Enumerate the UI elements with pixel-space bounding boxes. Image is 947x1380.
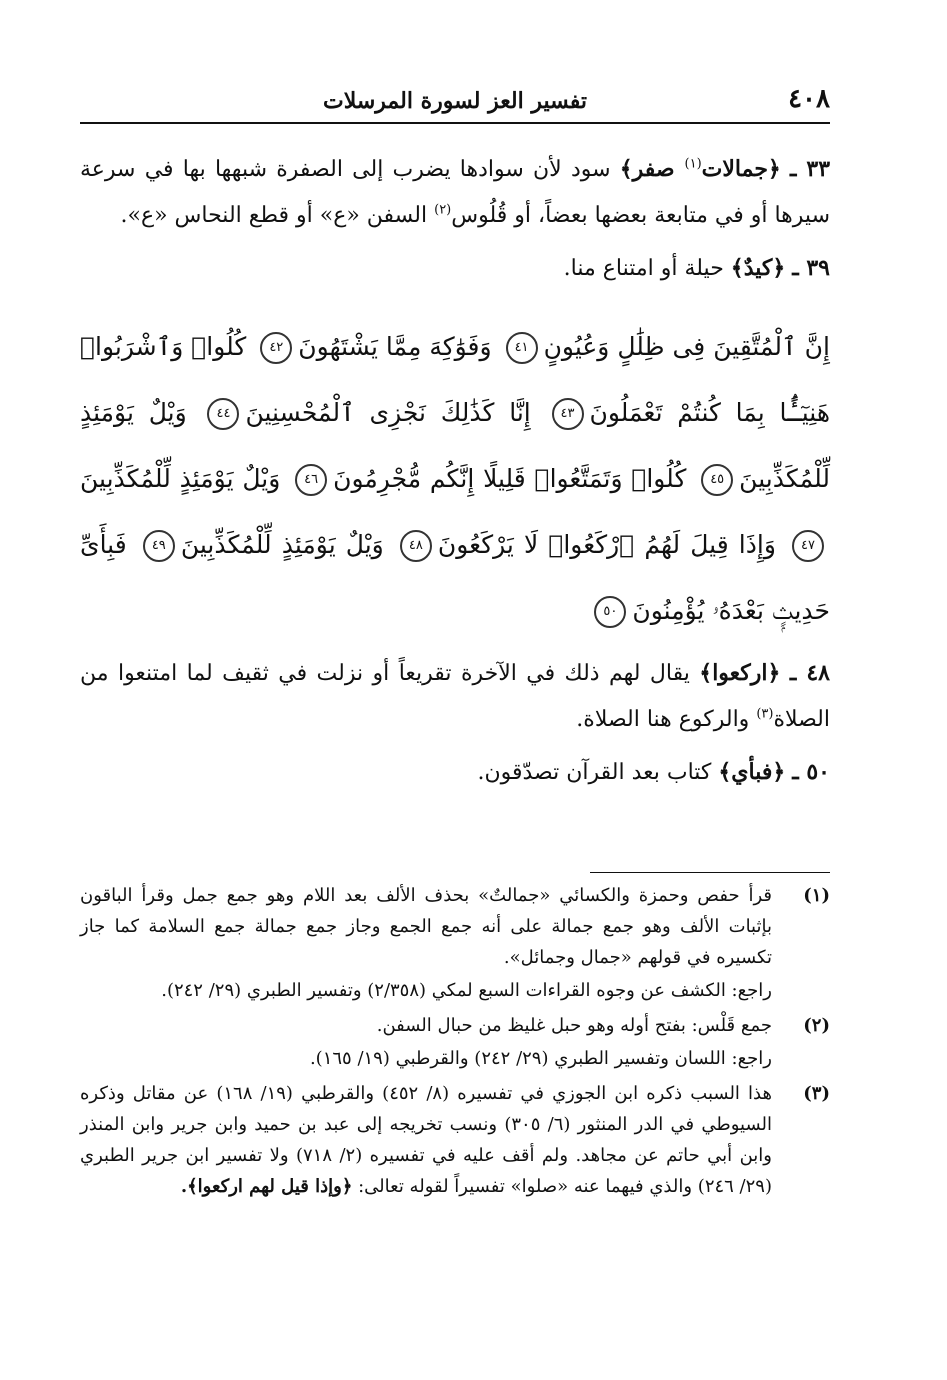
verse-text: كُلُوا۟ وَٱشْرَبُوا۟ هَنِيٓـًٔۢا بِمَا كُنتُمْ تَعْمَلُونَ <box>80 332 831 427</box>
footnote <box>80 1010 830 1074</box>
verse-number-marker: ٤٥ <box>701 464 733 496</box>
footnote-text: قرأ حفص وحمزة والكسائي «جمالتٌ» بحذف الألف بعد اللام وهو جمع جمل وقرأ الباقون بإثبات الألف وهو جمع جمالة على أنه جمع الجمع وجاز جمع جمالة جمع السلامة كما جاز تكسيره في قولهم «جمال وجمائل». <box>80 885 773 968</box>
entry-keyword: جمالات <box>701 156 768 182</box>
footnote-separator <box>590 872 830 873</box>
verse-number-marker: ٤٧ <box>792 530 824 562</box>
footnote-ref: (٣) <box>756 706 774 722</box>
verse-text: إِنَّا كَذَٰلِكَ نَجْزِى ٱلْمُحْسِنِينَ <box>245 398 531 427</box>
page <box>80 60 831 1197</box>
footnote <box>80 1078 830 1202</box>
footnote-number: (١) <box>803 885 830 906</box>
verse-number-marker: ٥٠ <box>594 596 626 628</box>
entry-text: كتاب بعد القرآن تصدّقون. <box>477 760 719 785</box>
entry-number: ٣٣ ـ <box>790 156 831 182</box>
entry-text: يقال لهم ذلك في الآخرة تقريعاً أو نزلت في ثقيف لما امتنعوا من الصلاة <box>80 661 830 732</box>
footnote <box>80 880 830 1006</box>
entry-keyword: اركعوا <box>712 660 768 686</box>
running-title: تفسير العز لسورة المرسلات <box>323 88 587 114</box>
entry-keyword: فبأي <box>731 759 773 785</box>
entry-keyword: كيدٌ <box>743 255 773 281</box>
verse-number-marker: ٤١ <box>506 332 538 364</box>
entry-text: والركوع هنا الصلاة. <box>576 707 757 732</box>
commentary-entry: ٣٩ ـ ﴿كيدٌ﴾ حيلة أو امتناع منا. <box>563 255 830 281</box>
entry-text: السفن «ع» أو قطع النحاس «ع». <box>120 203 435 228</box>
footnote-number: (٢) <box>803 1015 830 1036</box>
entry-text: سود لأن سوادها يضرب إلى الصفرة شبهها بها في سرعة سيرها أو في متابعة بعضها بعضاً، أو قُلُوس <box>80 157 830 228</box>
verse-number-marker: ٤٩ <box>143 530 175 562</box>
entry-number: ٤٨ ـ <box>789 660 830 686</box>
commentary-entry: ٥٠ ـ ﴿فبأي﴾ كتاب بعد القرآن تصدّقون. <box>477 759 830 785</box>
footnotes <box>80 880 830 1206</box>
entry-keyword: صفر <box>632 156 685 182</box>
verse-number-marker: ٤٦ <box>295 464 327 496</box>
footnote-body <box>80 1078 772 1202</box>
footnote-ref: (١) <box>684 156 702 172</box>
entry-number: ٥٠ ـ <box>792 759 830 785</box>
verse-text: وَإِذَا قِيلَ لَهُمُ ٱرْكَعُوا۟ لَا يَرْكَعُونَ <box>437 530 776 559</box>
page-number: ٤٠٨ <box>788 84 830 114</box>
verse-number-marker: ٤٣ <box>552 398 584 430</box>
quran-quote: ﴿وإذا قيل لهم اركعوا﴾. <box>180 1176 353 1197</box>
footnote-text: جمع قَلْس: بفتح أوله وهو حبل غليظ من حبال السفن. <box>376 1015 772 1036</box>
verse-text: وَيْلٌ يَوْمَئِذٍ لِّلْمُكَذِّبِينَ <box>80 464 281 493</box>
footnote-number: (٣) <box>803 1083 830 1104</box>
commentary-entry: ٤٨ ـ ﴿اركعوا﴾ يقال لهم ذلك في الآخرة تقريعاً أو نزلت في ثقيف لما امتنعوا من الصلاة$^{(٣)}$ والركوع هنا الصلاة. <box>80 660 830 732</box>
footnote-ref: (٢) <box>434 202 452 218</box>
verse-text: وَيْلٌ يَوْمَئِذٍ لِّلْمُكَذِّبِينَ <box>180 530 384 559</box>
verse-number-marker: ٤٤ <box>207 398 239 430</box>
verse-text: كُلُوا۟ وَتَمَتَّعُوا۟ قَلِيلًا إِنَّكُم مُّجْرِمُونَ <box>333 464 687 493</box>
verse-text: إِنَّ ٱلْمُتَّقِينَ فِى ظِلَٰلٍ وَعُيُونٍ <box>543 332 830 361</box>
verse-text: فَبِأَىِّ حَدِيثٍۭ بَعْدَهُۥ يُؤْمِنُونَ <box>80 530 830 625</box>
commentary-entry: ٣٣ ـ ﴿جمالات$^{(١)}$ صفر﴾ سود لأن سوادها يضرب إلى الصفرة شبهها بها في سرعة سيرها أو في متابعة بعضها بعضاً، أو قُلُوس$^{(٢)}$ السفن «ع» أو قطع النحاس «ع». <box>80 156 831 228</box>
page-header <box>80 60 830 124</box>
footnote-text: هذا السبب ذكره ابن الجوزي في تفسيره (٨/ ٤٥٢) والقرطبي (١٩/ ١٦٨) عن مقاتل وذكره السيوطي في الدر المنثور (٦/ ٣٠٥) ونسب تخريجه إلى عبد بن حميد وابن جرير وابن المنذر وابن أبي حاتم عن مجاهد. ولم أقف عليه في تفسيره (٢/ ٧١٨) ولا تفسير ابن جرير الطبري (٢٩/ ٢٤٦) والذي فيهما عنه «صلوا» تفسيراً لقوله تعالى: ﴿وإذا قيل لهم اركعوا﴾. <box>80 1083 772 1197</box>
footnote-reference: راجع: اللسان وتفسير الطبري (٢٩/ ٢٤٢) والقرطبي (١٩/ ١٦٥). <box>309 1048 772 1069</box>
entry-text: حيلة أو امتناع منا. <box>563 256 731 281</box>
verse-number-marker: ٤٨ <box>400 530 432 562</box>
footnote-body <box>80 1010 772 1074</box>
verse-number-marker: ٤٢ <box>260 332 292 364</box>
quran-passage <box>80 314 830 644</box>
footnote-reference: راجع: الكشف عن وجوه القراءات السبع لمكي (٢/٣٥٨) وتفسير الطبري (٢٩/ ٢٤٢). <box>161 980 772 1001</box>
verse-text: وَفَوَٰكِهَ مِمَّا يَشْتَهُونَ <box>298 332 492 361</box>
verse-text: وَيْلٌ يَوْمَئِذٍ لِّلْمُكَذِّبِينَ <box>80 398 830 493</box>
footnote-body <box>80 880 772 1006</box>
entry-number: ٣٩ ـ <box>792 255 830 281</box>
